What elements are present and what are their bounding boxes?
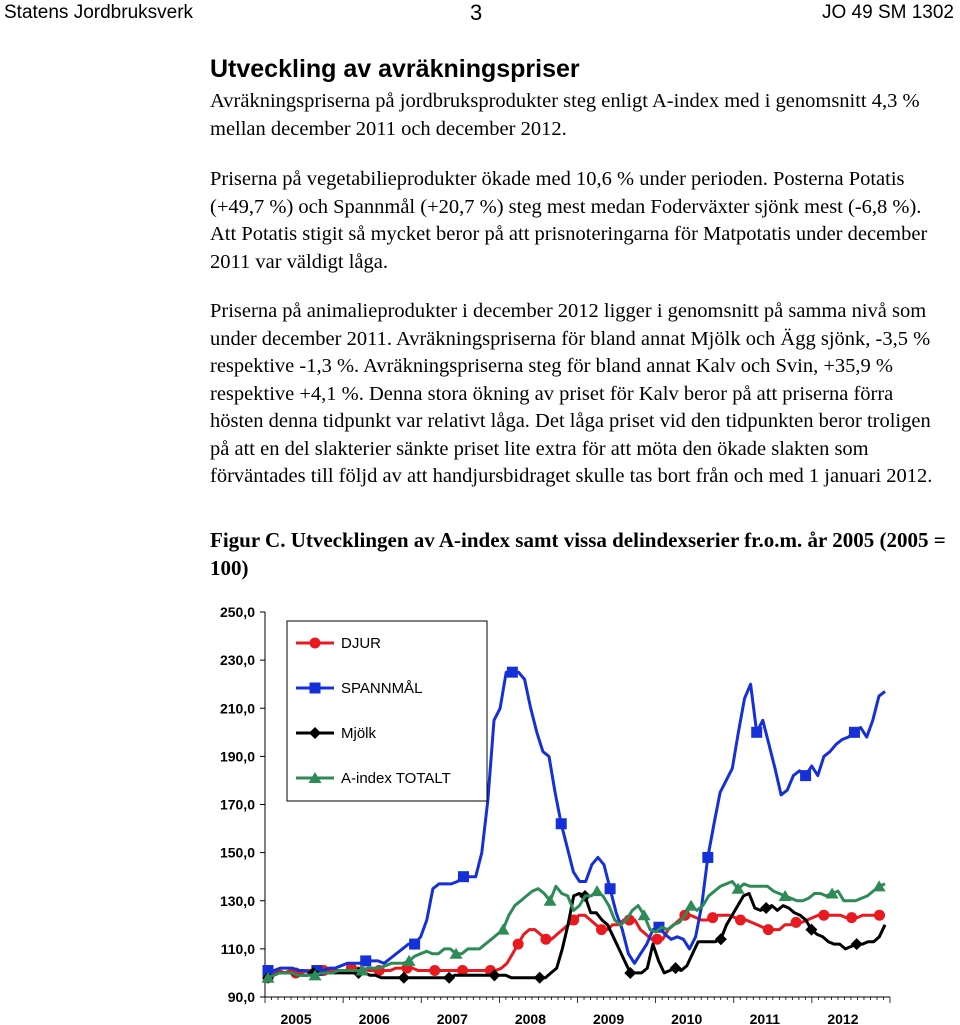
y-tick-label: 190,0: [219, 748, 255, 765]
data-point-djur: [513, 939, 524, 950]
data-point-djur: [846, 912, 857, 923]
data-point-spannm-l: [458, 871, 469, 882]
paragraph-3: Priserna på animalieprodukter i december 2012 ligger i genomsnitt på samma nivå som under december 2011. Avräkningspriserna för bland annat Mjölk och Ägg sjönk, -3,5 % respektive -1,3 %. Avräkningspriserna steg för bland annat Kalv och Svin, +35,9 % respektive +4,1 %. Denna stora ökning av priset för Kalv beror på att priserna förra hösten denna tidpunkt var relativt låga. Det låga priset vid den tidpunkten beror troligen på att en del slakterier sänkte priset lite extra för att möta den ökade slakten som förväntades till följd av att handjursbidraget skulle tas bort från och med 1 januari 2012.: [210, 300, 933, 487]
data-point-mj-lk: [443, 972, 455, 984]
x-tick-label: 2006: [358, 1011, 390, 1025]
data-point-djur: [735, 915, 746, 926]
x-tick-label: 2012: [827, 1011, 859, 1025]
data-point-mj-lk: [670, 962, 682, 974]
x-tick-label: 2011: [749, 1011, 780, 1025]
legend-label-a-index-totalt: A-index TOTALT: [341, 770, 451, 787]
data-point-mj-lk: [760, 902, 772, 914]
report-id: JO 49 SM 1302: [821, 2, 954, 23]
x-tick-label: 2007: [436, 1011, 468, 1025]
data-point-djur: [791, 917, 802, 928]
x-tick-label: 2008: [514, 1011, 547, 1025]
data-point-spannm-l: [849, 727, 860, 738]
data-point-djur: [540, 934, 551, 945]
section-title: Utveckling av avräkningspriser: [210, 55, 580, 83]
data-point-a-index-totalt: [638, 909, 651, 920]
paragraph-1: Avräkningspriserna på jordbruksprodukter steg enligt A-index med i genomsnitt 4,3 % mellan december 2011 och december 2012.: [210, 90, 920, 140]
y-tick-label: 150,0: [219, 844, 255, 861]
x-tick-label: 2009: [592, 1011, 625, 1025]
data-point-djur: [874, 910, 885, 921]
data-point-djur: [596, 924, 607, 935]
x-tick-label: 2005: [280, 1011, 312, 1025]
y-tick-label: 90,0: [227, 989, 255, 1005]
y-tick-label: 130,0: [219, 892, 255, 909]
data-point-a-index-totalt: [497, 924, 510, 935]
data-point-spannm-l: [556, 818, 567, 829]
line-chart: [0, 595, 960, 1025]
data-point-mj-lk: [715, 933, 727, 945]
data-point-mj-lk: [398, 972, 410, 984]
page-number: 3: [470, 0, 483, 25]
legend-label-djur: DJUR: [341, 635, 381, 652]
y-tick-label: 250,0: [219, 604, 255, 620]
legend-label-mj-lk: Mjölk: [341, 725, 377, 742]
header-organization: Statens Jordbruksverk: [4, 2, 194, 23]
paragraph-2: Priserna på vegetabilieprodukter ökade med 10,6 % under perioden. Posterna Potatis (+49,7 %) och Spannmål (+20,7 %) steg mest medan Foderväxter sjönk mest (-6,8 %). Att Potatis stigit så mycket beror på att prisnoteringarna för Matpotatis under december 2011 var väldigt låga.: [210, 168, 928, 273]
y-tick-label: 170,0: [219, 796, 255, 813]
data-point-mj-lk: [851, 938, 863, 950]
data-point-djur: [818, 910, 829, 921]
data-point-mj-lk: [624, 967, 636, 979]
figure-caption: Figur C. Utvecklingen av A-index samt vissa delindexserier fr.o.m. år 2005 (2005 = 100): [210, 528, 946, 580]
data-point-djur: [763, 924, 774, 935]
data-point-a-index-totalt: [685, 900, 698, 911]
data-point-a-index-totalt: [591, 885, 604, 896]
data-point-djur: [429, 965, 440, 976]
data-point-spannm-l: [605, 883, 616, 894]
data-point-spannm-l: [507, 667, 518, 678]
legend-label-spannm-l: SPANNMÅL: [341, 680, 423, 697]
legend-marker-djur: [310, 638, 321, 649]
data-point-djur: [707, 912, 718, 923]
y-tick-label: 230,0: [219, 652, 255, 669]
data-point-mj-lk: [534, 972, 546, 984]
data-point-spannm-l: [800, 770, 811, 781]
y-tick-label: 110,0: [220, 940, 255, 957]
x-tick-label: 2010: [671, 1011, 703, 1025]
y-tick-label: 210,0: [219, 700, 255, 717]
data-point-spannm-l: [751, 727, 762, 738]
data-point-spannm-l: [409, 939, 420, 950]
data-point-spannm-l: [702, 852, 713, 863]
legend-marker-spannm-l: [310, 683, 321, 694]
